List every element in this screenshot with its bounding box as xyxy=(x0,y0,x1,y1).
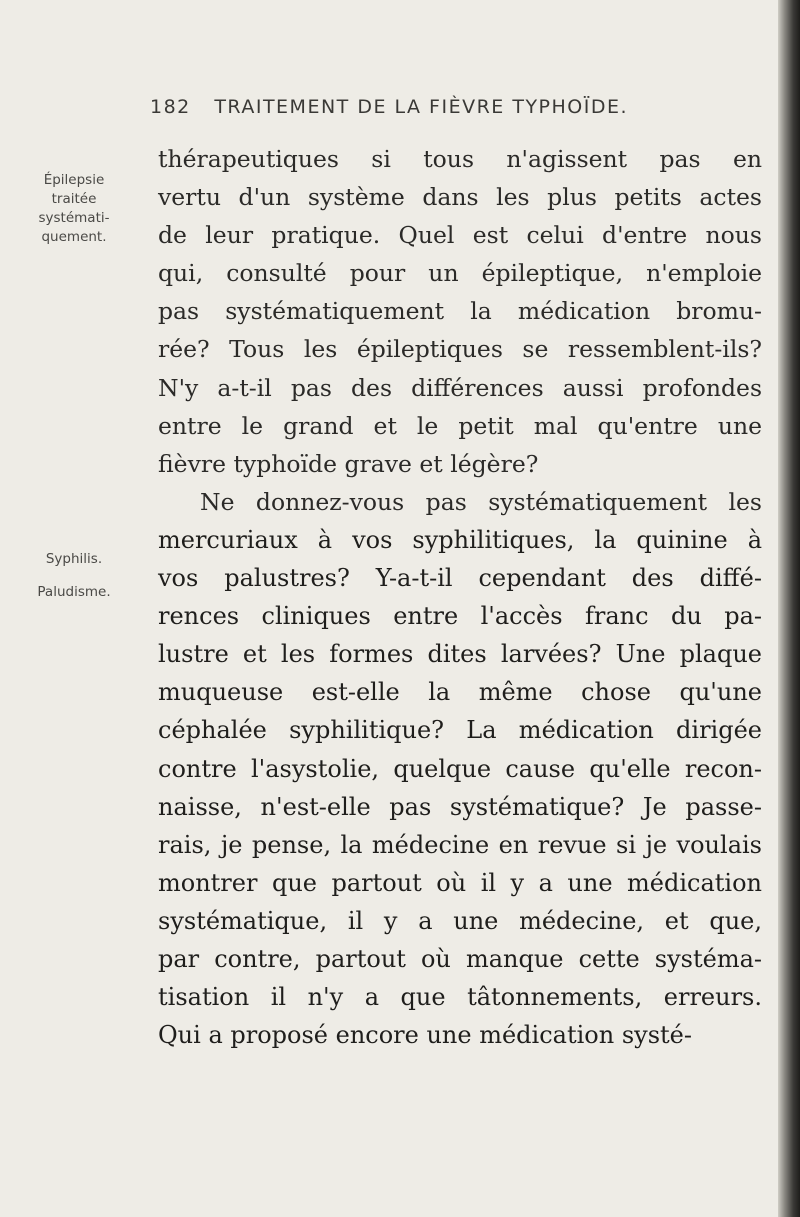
margin-note-line: Épilepsie xyxy=(43,172,105,188)
text-line: entre le grand et le petit mal qu'entre une xyxy=(158,411,762,440)
margin-note-line: Paludisme. xyxy=(37,584,111,600)
margin-note-syphilis xyxy=(0,550,148,602)
margin-note-line: quement. xyxy=(41,229,107,245)
text-line: Ne donnez-vous pas systématiquement les xyxy=(200,487,762,516)
text-line: mercuriaux à vos syphilitiques, la quinine à xyxy=(158,525,762,554)
margin-note-line: Syphilis. xyxy=(45,551,103,567)
text-line: rais, je pense, la médecine en revue si je voulais xyxy=(158,830,762,859)
margin-note-epilepsie xyxy=(0,171,148,247)
page-number: 182 xyxy=(150,96,191,118)
text-line: montrer que partout où il y a une médication xyxy=(158,868,762,897)
text-line: vos palustres? Y-a-t-il cependant des diffé- xyxy=(158,564,762,593)
page-edge-shadow xyxy=(778,0,800,1217)
text-line: Qui a proposé encore une médication systé- xyxy=(158,1021,692,1050)
text-line: rée? Tous les épileptiques se ressemblent-ils? xyxy=(158,335,762,364)
text-line: thérapeutiques si tous n'agissent pas en xyxy=(158,145,762,173)
margin-note-line: traitée xyxy=(51,191,97,207)
text-line: par contre, partout où manque cette systéma- xyxy=(158,944,762,973)
running-header xyxy=(150,96,750,118)
text-line: rences cliniques entre l'accès franc du pa- xyxy=(158,602,762,631)
text-line: N'y a-t-il pas des différences aussi profondes xyxy=(158,373,762,402)
margin-note-line: systémati- xyxy=(38,210,110,226)
text-line: muqueuse est-elle la même chose qu'une xyxy=(158,678,762,707)
text-line: contre l'asystolie, quelque cause qu'elle recon- xyxy=(158,754,762,783)
text-line: lustre et les formes dites larvées? Une plaque xyxy=(158,640,762,669)
text-line: qui, consulté pour un épileptique, n'emploie xyxy=(158,259,762,288)
text-line: systématique, il y a une médecine, et que, xyxy=(158,906,762,935)
text-line: pas systématiquement la médication bromu- xyxy=(158,297,762,326)
text-line: de leur pratique. Quel est celui d'entre nous xyxy=(158,221,762,250)
text-line: vertu d'un système dans les plus petits actes xyxy=(158,183,762,212)
running-title: TRAITEMENT DE LA FIÈVRE TYPHOÏDE. xyxy=(214,96,629,118)
body-text xyxy=(158,140,762,1054)
text-line: tisation il n'y a que tâtonnements, erreurs. xyxy=(158,983,762,1012)
text-line: fièvre typhoïde grave et légère? xyxy=(158,449,539,478)
text-line: céphalée syphilitique? La médication dirigée xyxy=(158,716,762,745)
text-line: naisse, n'est-elle pas systématique? Je passe- xyxy=(158,792,762,821)
